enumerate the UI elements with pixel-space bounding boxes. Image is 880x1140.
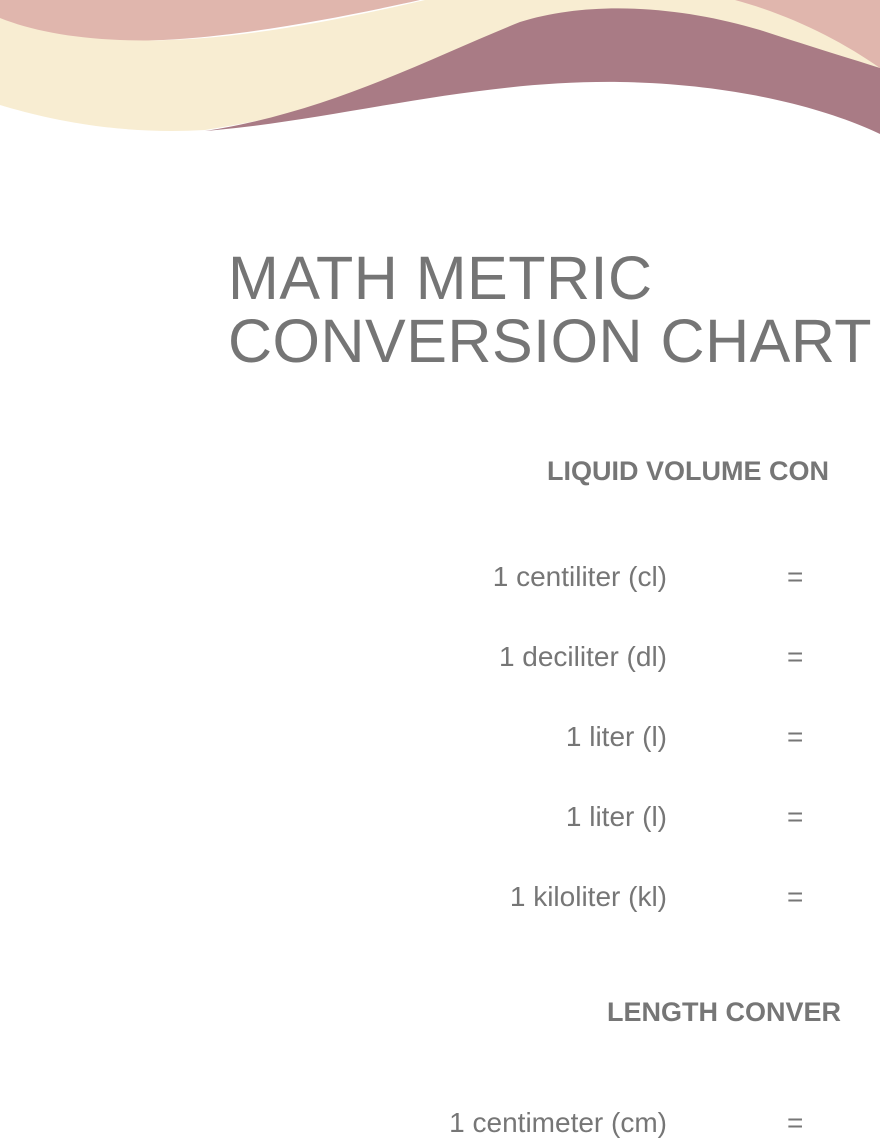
liquid-row-label: 1 deciliter (dl) bbox=[498, 641, 667, 672]
page-title-line-2: CONVERSION CHART bbox=[228, 307, 873, 375]
length-row-equals: = bbox=[787, 1107, 804, 1138]
liquid-row-equals: = bbox=[787, 801, 804, 832]
length-heading: LENGTH CONVER bbox=[607, 997, 842, 1027]
liquid-row-label: 1 liter (l) bbox=[565, 721, 667, 752]
liquid-volume-heading: LIQUID VOLUME CON bbox=[547, 456, 829, 486]
liquid-row-label: 1 centiliter (cl) bbox=[492, 561, 667, 592]
liquid-row-equals: = bbox=[787, 561, 804, 592]
liquid-row-equals: = bbox=[787, 641, 804, 672]
page-title-line-1: MATH METRIC bbox=[228, 244, 653, 312]
liquid-row-equals: = bbox=[787, 881, 804, 912]
decorative-wave-header bbox=[0, 0, 880, 140]
liquid-row-equals: = bbox=[787, 721, 804, 752]
liquid-row-label: 1 liter (l) bbox=[565, 801, 667, 832]
liquid-row-label: 1 kiloliter (kl) bbox=[509, 881, 667, 912]
length-row-label: 1 centimeter (cm) bbox=[449, 1107, 667, 1138]
